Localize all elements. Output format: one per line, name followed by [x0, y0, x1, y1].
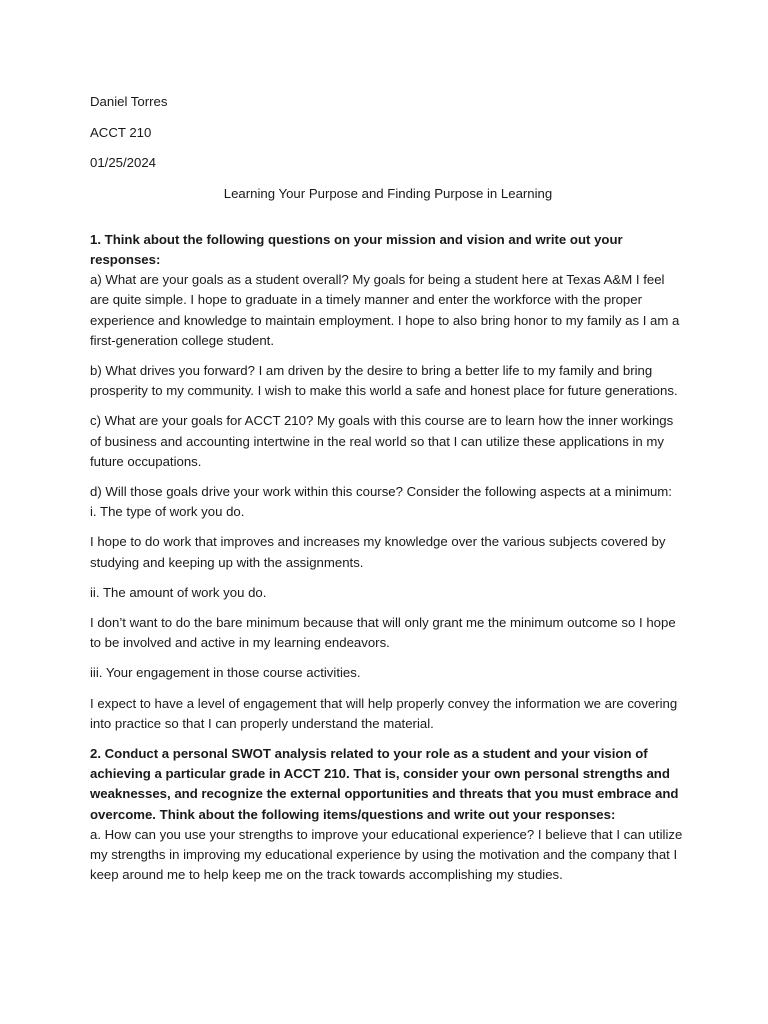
question-1d-i: i. The type of work you do. [90, 504, 245, 520]
answer-1b: b) What drives you forward? I am driven by the desire to bring a better life to my family and bring prosperity to my community. I wish to make this world a safe and honest place for future generations. [90, 362, 678, 399]
answer-2a: a. How can you use your strengths to improve your educational experience? I believe that I can utilize my strengths in improving my educational experience by using the motivation and the company that I keep around me to help keep me on the track towards accomplishing my studies. [90, 826, 683, 883]
answer-1c: c) What are your goals for ACCT 210? My goals with this course are to learn how the inner workings of business and accounting intertwine in the real world so that I can utilize these applications in my future occupations. [90, 413, 674, 469]
answer-1d-i: I hope to do work that improves and increases my knowledge over the various subjects covered by studying and keeping up with the assignments. [90, 534, 666, 570]
question-2-heading: 2. Conduct a personal SWOT analysis related to your role as a student and your vision of achieving a particular grade in ACCT 210. That is, consider your own personal strengths and weaknesses, and recognize the external opportunities and threats that you must embrace and overcome. Think about the following items/questions and write out your responses: [90, 745, 679, 822]
question-1d-iii: iii. Your engagement in those course activities. [90, 665, 361, 681]
document-date: 01/25/2024 [90, 155, 157, 170]
question-1-heading: 1. Think about the following questions on your mission and vision and write out your responses: [90, 231, 623, 267]
answer-1d-iii: I expect to have a level of engagement that will help properly convey the information we are covering into practice so that I can properly understand the material. [90, 695, 678, 731]
answer-1d-ii: I don’t want to do the bare minimum because that will only grant me the minimum outcome so I hope to be involved and active in my learning endeavors. [90, 614, 676, 651]
document-body [90, 92, 686, 895]
answer-1a: a) What are your goals as a student overall? My goals for being a student here at Texas A&M I feel are quite simple. I hope to graduate in a timely manner and enter the workforce with the proper experience and knowledge to maintain employment. I hope to also bring honor to my family as I am a first-generation college student. [90, 272, 680, 348]
course-code: ACCT 210 [90, 124, 152, 140]
document-title: Learning Your Purpose and Finding Purpose in Learning [223, 185, 553, 201]
author-name: Daniel Torres [90, 94, 168, 109]
question-1d: d) Will those goals drive your work within this course? Consider the following aspects at a minimum: [90, 483, 672, 499]
question-1d-ii: ii. The amount of work you do. [90, 584, 267, 600]
